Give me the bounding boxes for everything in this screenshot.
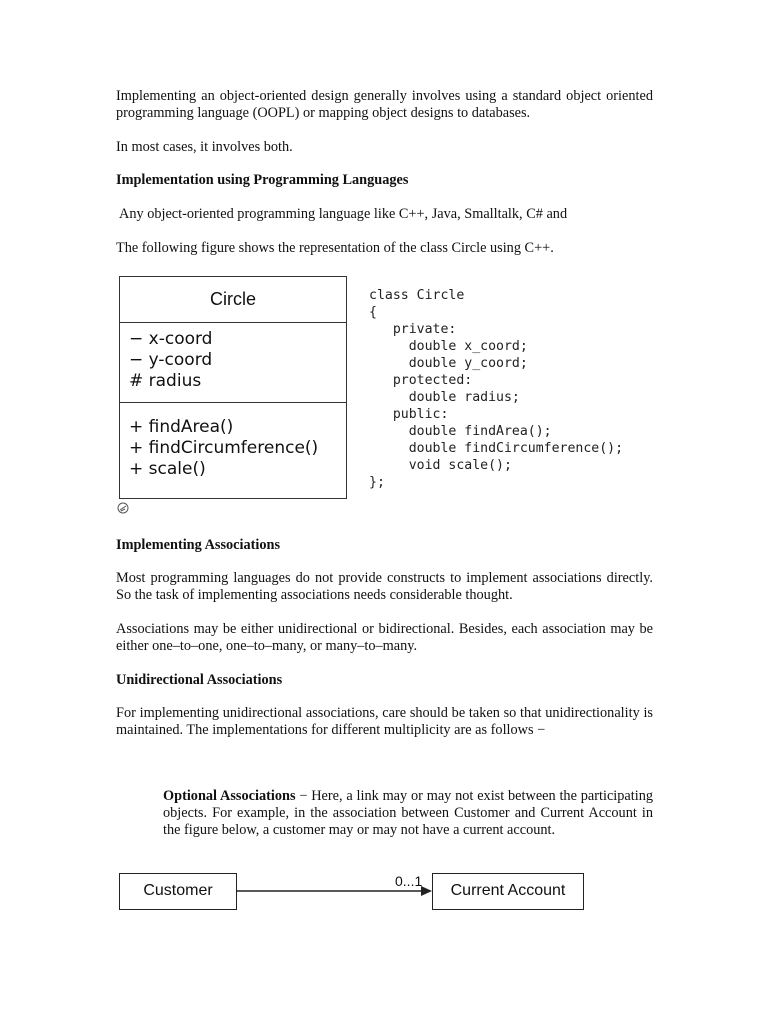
intro-paragraph-1: Implementing an object-oriented design generally involves using a standard object oriented programming language (OOPL) or mapping object designs to databases. [116, 88, 653, 121]
code-line: void scale(); [369, 458, 512, 473]
uml-operations [120, 403, 346, 480]
unidirectional-paragraph: For implementing unidirectional associations, care should be taken so that unidirectionality is maintained. The implementations for different multiplicity are as follows − [116, 705, 653, 738]
code-line: public: [369, 407, 449, 422]
heading-unidirectional-associations: Unidirectional Associations [116, 672, 283, 688]
code-line: { [369, 305, 377, 320]
code-line: double x_coord; [369, 339, 528, 354]
code-line: double findArea(); [369, 424, 552, 439]
heading-implementing-associations: Implementing Associations [116, 537, 281, 553]
image-anchor-icon [117, 502, 129, 514]
uml-operation: + findArea() [129, 417, 234, 437]
uml-attributes [120, 323, 346, 403]
current-account-class-box: Current Account [432, 873, 584, 910]
optional-associations-term: Optional Associations [163, 788, 296, 804]
uml-attribute: # radius [129, 371, 202, 391]
code-line: }; [369, 475, 385, 490]
cpp-code-block [369, 287, 623, 491]
optional-associations-paragraph [163, 788, 653, 839]
uml-operation: + findCircumference() [129, 438, 319, 458]
uml-class-name: Circle [120, 277, 346, 323]
code-line: double findCircumference(); [369, 441, 624, 456]
customer-class-box: Customer [119, 873, 237, 910]
associations-paragraph-1: Most programming languages do not provide constructs to implement associations directly. So the task of implementing associations needs considerable thought. [116, 570, 653, 603]
code-line: double y_coord; [369, 356, 528, 371]
code-line: double radius; [369, 390, 520, 405]
heading-implementation-languages: Implementation using Programming Languages [116, 172, 409, 188]
uml-attribute: − y-coord [129, 350, 213, 370]
code-line: class Circle [369, 288, 465, 303]
code-line: private: [369, 322, 457, 337]
multiplicity-label: 0...1 [395, 873, 423, 889]
associations-paragraph-2: Associations may be either unidirectional or bidirectional. Besides, each association may be either one–to–one, one–to–many, or many–to–many. [116, 621, 653, 654]
intro-paragraph-2: In most cases, it involves both. [116, 139, 293, 155]
optional-associations-text: − Here, a link may or may not exist between the participating objects. For example, in the association between Customer and Current Account in the figure below, a customer may or may not have a current account. [163, 788, 653, 838]
uml-attribute: − x-coord [129, 329, 213, 349]
figure-intro-paragraph: The following figure shows the representation of the class Circle using C++. [116, 240, 554, 256]
languages-paragraph: Any object-oriented programming language like C++, Java, Smalltalk, C# and [119, 206, 568, 222]
uml-class-circle [119, 276, 347, 499]
code-line: protected: [369, 373, 473, 388]
uml-operation: + scale() [129, 459, 206, 479]
